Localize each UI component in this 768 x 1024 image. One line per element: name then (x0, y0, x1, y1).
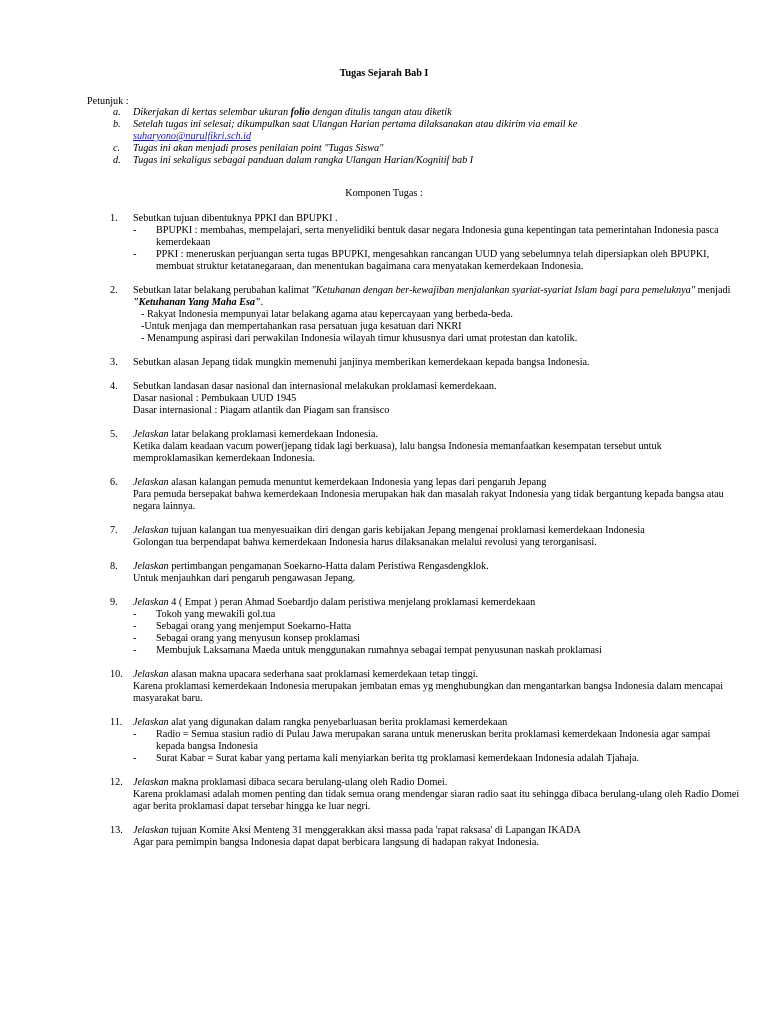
question-5: 5. Jelaskan latar belakang proklamasi kemerdekaan Indonesia. Ketika dalam keadaan vacum power(jepang tidak lagi berkuasa), lalu bangsa Indonesia memanfaatkan kesempatan tersebut untuk memproklamasikan kemerdekaan Indonesia. (110, 429, 740, 465)
answer-text: Untuk menjauhkan dari pengaruh pengawasan Jepang. (133, 573, 356, 584)
question-4: 4. Sebutkan landasan dasar nasional dan internasional melakukan proklamasi kemerdekaan. Dasar nasional : Pembukaan UUD 1945 Dasar internasional : Piagam atlantik dan Piagam san fransisco (110, 381, 740, 417)
folio-bold: folio (290, 107, 310, 118)
answer-text: Agar para pemimpin bangsa Indonesia dapat dapat berbicara langsung di hadapan rakyat Indonesia. (133, 837, 539, 848)
question-6: 6. Jelaskan alasan kalangan pemuda menuntut kemerdekaan Indonesia yang lepas dari pengaruh Jepang Para pemuda bersepakat bahwa kemerdekaan Indonesia merupakan hak dan masalah rakyat Indonesia yang tidak bergantung kepada bangsa atau negara lainnya. (110, 477, 740, 513)
question-11: 11. Jelaskan alat yang digunakan dalam rangka penyebarluasan berita proklamasi kemerdekaan - Radio = Semua stasiun radio di Pulau Jawa merupakan sarana untuk meneruskan berita proklamasi kemerdekaan Indonesia agar sampai kepada bangsa Indonesia - Surat Kabar = Surat kabar yang pertama kali menyiarkan berita ttg proklamasi kemerdekaan Indonesia adalah Tjahaja. (110, 717, 740, 765)
list-item: - PPKI : meneruskan perjuangan serta tugas BPUPKI, mengesahkan rancangan UUD yang sebelumnya telah dipersiapkan oleh BPUPKI, membuat struktur ketatanegaraan, dan menentukan bagaimana cara menyatakan kemerdekaan Indonesia. (133, 249, 740, 273)
question-3: 3. Sebutkan alasan Jepang tidak mungkin memenuhi janjinya memberikan kemerdekaan kepada bangsa Indonesia. (110, 357, 590, 368)
petunjuk-item-c: c. Tugas ini akan menjadi proses penilaian point "Tugas Siswa" (113, 143, 384, 154)
answer-text: Golongan tua berpendapat bahwa kemerdekaan Indonesia harus dilaksanakan melalui revolusi yang terorganisasi. (133, 537, 597, 548)
list-item: - Tokoh yang mewakili gol.tua (133, 609, 740, 621)
list-item: - BPUPKI : membahas, mempelajari, serta menyelidiki bentuk dasar negara Indonesia guna kepentingan tata pemerintahan Indonesia pasca kemerdekaan (133, 225, 740, 249)
question-8: 8. Jelaskan pertimbangan pengamanan Soekarno-Hatta dalam Peristiwa Rengasdengklok. Untuk menjauhkan dari pengaruh pengawasan Jepang. (110, 561, 740, 585)
komponen-heading: Komponen Tugas : (345, 188, 423, 199)
answer-line: Dasar nasional : Pembukaan UUD 1945 (133, 393, 297, 404)
petunjuk-item-d: d. Tugas ini sekaligus sebagai panduan dalam rangka Ulangan Harian/Kognitif bab I (113, 155, 474, 166)
answer-text: Karena proklamasi adalah momen penting dan tidak semua orang mendengar siaran radio saat itu sehingga dibaca berulang-ulang oleh Radio Domei agar berita proklamasi dapat tersebar hingga ke luar negri. (133, 789, 740, 812)
answer-text: Ketika dalam keadaan vacum power(jepang tidak lagi berkuasa), lalu bangsa Indonesia memanfaatkan kesempatan tersebut untuk memproklamasikan kemerdekaan Indonesia. (133, 441, 662, 464)
question-2: 2. Sebutkan latar belakang perubahan kalimat "Ketuhanan dengan ber-kewajiban menjalankan syariat-syariat Islam bagi para pemeluknya" menjadi "Ketuhanan Yang Maha Esa". - Rakyat Indonesia mempunyai latar belakang agama atau kepercayaan yang berbeda-beda. -Untuk menjaga dan mempertahankan rasa persatuan juga kesatuan dari NKRI - Menampung aspirasi dari perwakilan Indonesia wilayah timur khususnya dari umat protestan dan katolik. (110, 285, 740, 345)
question-9: 9. Jelaskan 4 ( Empat ) peran Ahmad Soebardjo dalam peristiwa menjelang proklamasi kemerdekaan - Tokoh yang mewakili gol.tua - Sebagai orang yang menjemput Soekarno-Hatta - Sebagai orang yang menyusun konsep proklamasi - Membujuk Laksamana Maeda untuk menggunakan rumahnya sebagai tempat penyusunan naskah proklamasi (110, 597, 740, 657)
list-item: - Sebagai orang yang menyusun konsep proklamasi (133, 633, 740, 645)
answer-line: - Rakyat Indonesia mempunyai latar belakang agama atau kepercayaan yang berbeda-beda. (141, 309, 513, 320)
petunjuk-item-a: a. Dikerjakan di kertas selembar ukuran folio dengan ditulis tangan atau diketik (113, 107, 452, 118)
answer-line: Dasar internasional : Piagam atlantik dan Piagam san fransisco (133, 405, 390, 416)
answer-bullets (133, 609, 740, 657)
page-title: Tugas Sejarah Bab I (339, 68, 429, 79)
list-item: - Surat Kabar = Surat kabar yang pertama kali menyiarkan berita ttg proklamasi kemerdekaan Indonesia adalah Tjahaja. (133, 753, 740, 765)
answer-text: Para pemuda bersepakat bahwa kemerdekaan Indonesia merupakan hak dan masalah rakyat Indonesia yang tidak bergantung kepada bangsa atau negara lainnya. (133, 489, 724, 512)
answer-bullets (133, 225, 740, 273)
question-13: 13. Jelaskan tujuan Komite Aksi Menteng 31 menggerakkan aksi massa pada 'rapat raksasa' di Lapangan IKADA Agar para pemimpin bangsa Indonesia dapat dapat berbicara langsung di hadapan rakyat Indonesia. (110, 825, 740, 849)
list-item: - Sebagai orang yang menjemput Soekarno-Hatta (133, 621, 740, 633)
list-item: - Membujuk Laksamana Maeda untuk menggunakan rumahnya sebagai tempat penyusunan naskah proklamasi (133, 645, 740, 657)
petunjuk-label: Petunjuk : (87, 96, 129, 107)
question-list (110, 213, 740, 861)
petunjuk-item-b: b. Setelah tugas ini selesai; dikumpulkan saat Ulangan Harian pertama dilaksanakan atau dikirim via email ke suharyono@nurulfikri.sch.id (113, 119, 578, 142)
answer-bullets (133, 729, 740, 765)
question-12: 12. Jelaskan makna proklamasi dibaca secara berulang-ulang oleh Radio Domei. Karena proklamasi adalah momen penting dan tidak semua orang mendengar siaran radio saat itu sehingga dibaca berulang-ulang oleh Radio Domei agar berita proklamasi dapat tersebar hingga ke luar negri. (110, 777, 740, 812)
question-1: 1. Sebutkan tujuan dibentuknya PPKI dan BPUPKI . - BPUPKI : membahas, mempelajari, serta menyelidiki bentuk dasar negara Indonesia guna kepentingan tata pemerintahan Indonesia pasca kemerdekaan - PPKI : meneruskan perjuangan serta tugas BPUPKI, mengesahkan rancangan UUD yang sebelumnya telah dipersiapkan oleh BPUPKI, membuat struktur ketatanegaraan, dan menentukan bagaimana cara menyatakan kemerdekaan Indonesia. (110, 213, 740, 273)
question-10: 10. Jelaskan alasan makna upacara sederhana saat proklamasi kemerdekaan tetap tinggi. Karena proklamasi kemerdekaan Indonesia merupakan jembatan emas yg menghubungkan dan mengantarkan bangsa Indonesia dalam mencapai masyarakat baru. (110, 669, 740, 705)
petunjuk-list (113, 107, 713, 167)
question-7: 7. Jelaskan tujuan kalangan tua menyesuaikan diri dengan garis kebijakan Jepang mengenai proklamasi kemerdekaan Indonesia Golongan tua berpendapat bahwa kemerdekaan Indonesia harus dilaksanakan melalui revolusi yang terorganisasi. (110, 525, 740, 549)
email-link[interactable]: suharyono@nurulfikri.sch.id (133, 131, 252, 142)
answer-text: Karena proklamasi kemerdekaan Indonesia merupakan jembatan emas yg menghubungkan dan mengantarkan bangsa Indonesia dalam mencapai masyarakat baru. (133, 681, 724, 704)
answer-line: -Untuk menjaga dan mempertahankan rasa persatuan juga kesatuan dari NKRI (141, 321, 462, 332)
answer-line: - Menampung aspirasi dari perwakilan Indonesia wilayah timur khususnya dari umat protestan dan katolik. (141, 333, 578, 344)
list-item: - Radio = Semua stasiun radio di Pulau Jawa merupakan sarana untuk meneruskan berita proklamasi kemerdekaan Indonesia agar sampai kepada bangsa Indonesia (133, 729, 740, 753)
